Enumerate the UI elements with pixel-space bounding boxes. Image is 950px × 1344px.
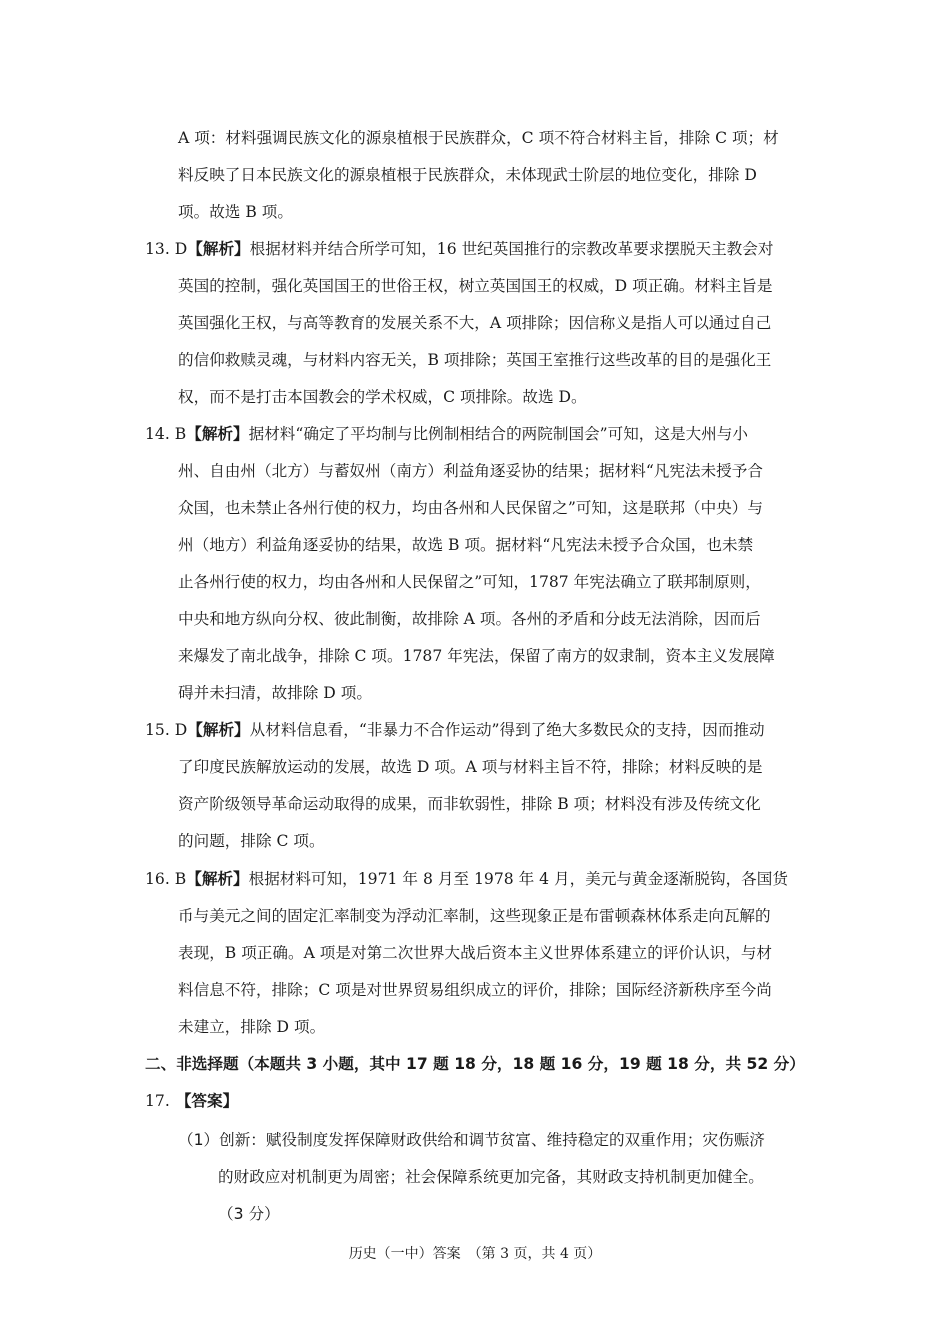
text-line: 英国的控制，强化英国国王的世俗王权，树立英国国王的权威，D 项正确。材料主旨是 bbox=[178, 277, 773, 295]
question-number: 14. B bbox=[145, 425, 187, 443]
question-17 bbox=[145, 1090, 238, 1112]
text-line: 权，而不是打击本国教会的学术权威，C 项排除。故选 D。 bbox=[178, 388, 587, 406]
text-line: 的财政应对机制更为周密；社会保障系统更加完备，其财政支持机制更加健全。 bbox=[218, 1168, 764, 1186]
question-number: 16. B bbox=[145, 870, 187, 888]
question-14 bbox=[145, 423, 748, 445]
text-line: 从材料信息看，“非暴力不合作运动”得到了绝大多数民众的支持，因而推动 bbox=[249, 721, 765, 739]
text-line: 碍并未扫清，故排除 D 项。 bbox=[178, 684, 372, 702]
answer-tag: 【答案】 bbox=[175, 1092, 239, 1110]
text-line: 来爆发了南北战争，排除 C 项。1787 年宪法，保留了南方的奴隶制，资本主义发展障 bbox=[178, 647, 775, 665]
text-line: 料反映了日本民族文化的源泉植根于民族群众，未体现武士阶层的地位变化，排除 D bbox=[178, 166, 757, 184]
question-number: 17. bbox=[145, 1092, 170, 1110]
text-line: 州（地方）利益角逐妥协的结果，故选 B 项。据材料“凡宪法未授予合众国，也未禁 bbox=[178, 536, 754, 554]
analysis-tag: 【解析】 bbox=[186, 425, 249, 443]
analysis-tag: 【解析】 bbox=[187, 240, 250, 258]
text-line: 未建立，排除 D 项。 bbox=[178, 1018, 326, 1036]
question-number: 15. D bbox=[145, 721, 188, 739]
text-line: 表现，B 项正确。A 项是对第二次世界大战后资本主义世界体系建立的评价认识，与材 bbox=[178, 944, 773, 962]
text-line: 止各州行使的权力，均由各州和人民保留之”可知，1787 年宪法确立了联邦制原则， bbox=[178, 573, 761, 591]
text-line: 了印度民族解放运动的发展，故选 D 项。A 项与材料主旨不符，排除；材料反映的是 bbox=[178, 758, 763, 776]
text-line: 中央和地方纵向分权、彼此制衡，故排除 A 项。各州的矛盾和分歧无法消除，因而后 bbox=[178, 610, 761, 628]
question-number: 13. D bbox=[145, 240, 188, 258]
question-15 bbox=[145, 719, 765, 741]
text-line: 州、自由州（北方）与蓄奴州（南方）利益角逐妥协的结果；据材料“凡宪法未授予合 bbox=[178, 462, 763, 480]
text-line: 英国强化王权，与高等教育的发展关系不大，A 项排除；因信称义是指人可以通过自己 bbox=[178, 314, 772, 332]
question-13 bbox=[145, 238, 773, 260]
text-line: A 项：材料强调民族文化的源泉植根于民族群众，C 项不符合材料主旨，排除 C 项；材 bbox=[178, 129, 779, 147]
analysis-tag: 【解析】 bbox=[186, 870, 249, 888]
text-line: 根据材料并结合所学可知，16 世纪英国推行的宗教改革要求摆脱天主教会对 bbox=[249, 240, 774, 258]
text-line: 的问题，排除 C 项。 bbox=[178, 832, 325, 850]
text-line: 众国，也未禁止各州行使的权力，均由各州和人民保留之”可知，这是联邦（中央）与 bbox=[178, 499, 763, 517]
text-line: （1）创新：赋役制度发挥保障财政供给和调节贫富、维持稳定的双重作用；灾伤赈济 bbox=[178, 1131, 765, 1149]
text-line: 料信息不符，排除；C 项是对世界贸易组织成立的评价，排除；国际经济新秩序至今尚 bbox=[178, 981, 772, 999]
analysis-tag: 【解析】 bbox=[187, 721, 250, 739]
text-line: 币与美元之间的固定汇率制变为浮动汇率制，这些现象正是布雷顿森林体系走向瓦解的 bbox=[178, 907, 771, 925]
text-line: 根据材料可知，1971 年 8 月至 1978 年 4 月，美元与黄金逐渐脱钩，各国货 bbox=[248, 870, 788, 888]
text-line: 项。故选 B 项。 bbox=[178, 203, 293, 221]
text-line: 的信仰救赎灵魂，与材料内容无关，B 项排除；英国王室推行这些改革的目的是强化王 bbox=[178, 351, 772, 369]
question-16 bbox=[145, 868, 788, 890]
section-heading: 二、非选择题（本题共 3 小题，其中 17 题 18 分，18 题 16 分，19 题 18 分，共 52 分） bbox=[145, 1055, 805, 1073]
text-line: 资产阶级领导革命运动取得的成果，而非软弱性，排除 B 项；材料没有涉及传统文化 bbox=[178, 795, 761, 813]
text-line: 据材料“确定了平均制与比例制相结合的两院制国会”可知，这是大州与小 bbox=[248, 425, 748, 443]
page-footer: 历史（一中）答案 （第 3 页，共 4 页） bbox=[348, 1246, 602, 1262]
score-note: （3 分） bbox=[218, 1205, 280, 1223]
